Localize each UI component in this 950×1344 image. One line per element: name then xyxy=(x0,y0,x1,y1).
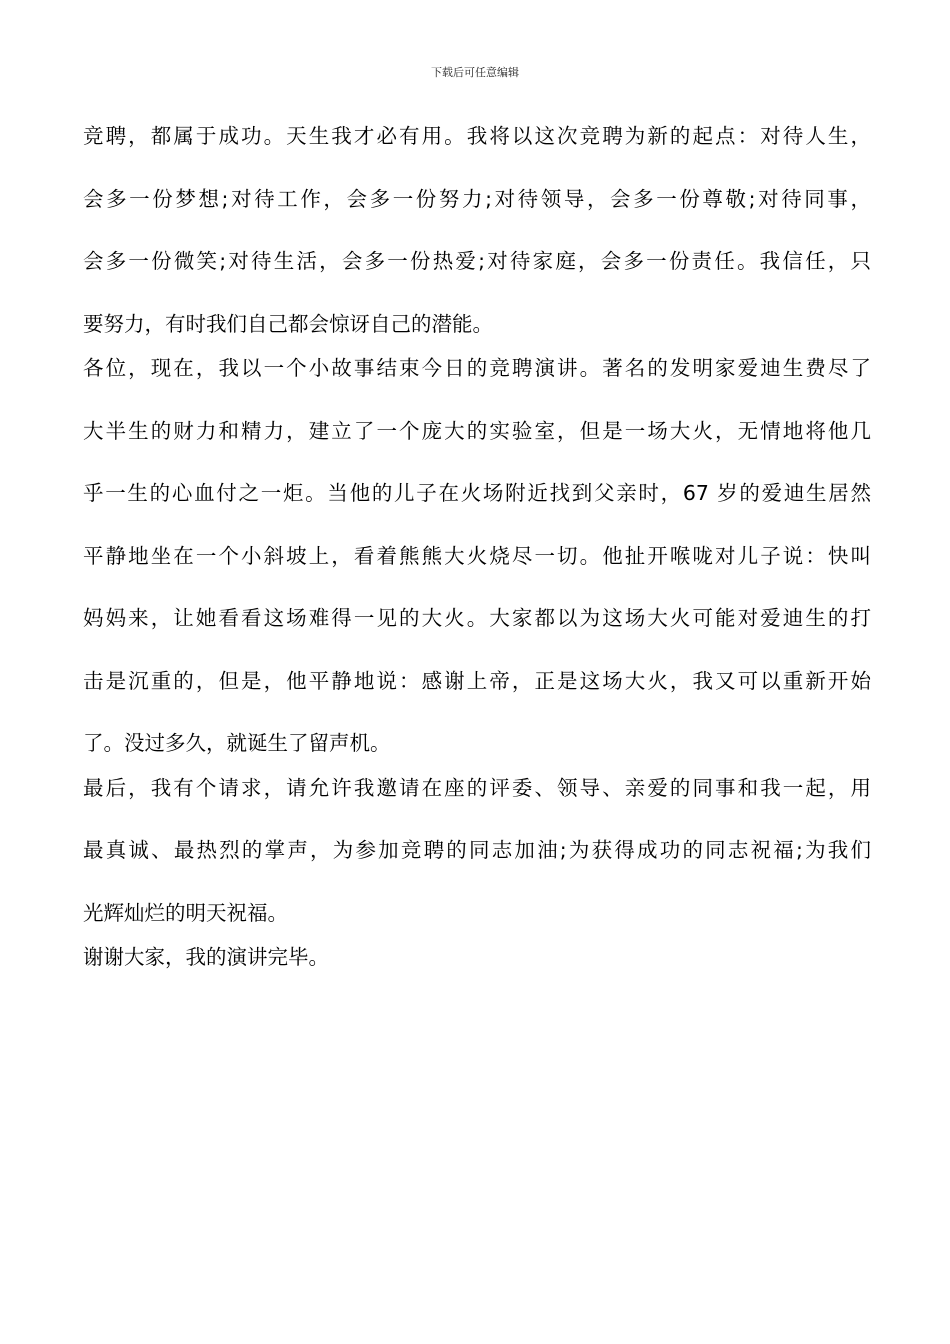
text-line: 击是沉重的，但是，他平静地说：感谢上帝，正是这场大火，我又可以重新开始 xyxy=(83,668,871,693)
text-line: 最后，我有个请求，请允许我邀请在座的评委、领导、亲爱的同事和我一起，用 xyxy=(83,775,871,800)
page-header: 下载后可任意编辑 xyxy=(431,66,519,79)
text-line: 各位，现在，我以一个小故事结束今日的竞聘演讲。著名的发明家爱迪生费尽了 xyxy=(83,356,871,380)
text-line: 大半生的财力和精力，建立了一个庞大的实验室，但是一场大火，无情地将他几 xyxy=(83,418,871,443)
text-line: 最真诚、最热烈的掌声，为参加竞聘的同志加油;为获得成功的同志祝福;为我们 xyxy=(83,838,871,862)
paragraph-thanks xyxy=(83,939,871,975)
text-line: 要努力，有时我们自己都会惊讶自己的潜能。 xyxy=(83,311,493,336)
text-line: 竞聘，都属于成功。天生我才必有用。我将以这次竞聘为新的起点：对待人生， xyxy=(83,124,871,148)
paragraph-edison-story xyxy=(83,350,871,761)
text-line: 谢谢大家，我的演讲完毕。 xyxy=(83,945,329,969)
text-line: 妈妈来，让她看看这场难得一见的大火。大家都以为这场大火可能对爱迪生的打 xyxy=(83,606,871,630)
text-line: 乎一生的心血付之一炬。当他的儿子在火场附近找到父亲时，67 岁的爱迪生居然 xyxy=(83,481,871,505)
text-line: 光辉灿烂的明天祝福。 xyxy=(83,900,288,925)
document-body xyxy=(83,118,871,975)
text-line: 会多一份微笑;对待生活，会多一份热爱;对待家庭，会多一份责任。我信任，只 xyxy=(83,249,871,273)
paragraph-closing-pledge xyxy=(83,118,871,342)
text-line: 了。没过多久，就诞生了留声机。 xyxy=(83,731,391,755)
paragraph-request xyxy=(83,770,871,931)
text-line: 平静地坐在一个小斜坡上，看着熊熊大火烧尽一切。他扯开喉咙对儿子说：快叫 xyxy=(83,543,871,568)
text-line: 会多一份梦想;对待工作，会多一份努力;对待领导，会多一份尊敬;对待同事， xyxy=(83,186,871,211)
